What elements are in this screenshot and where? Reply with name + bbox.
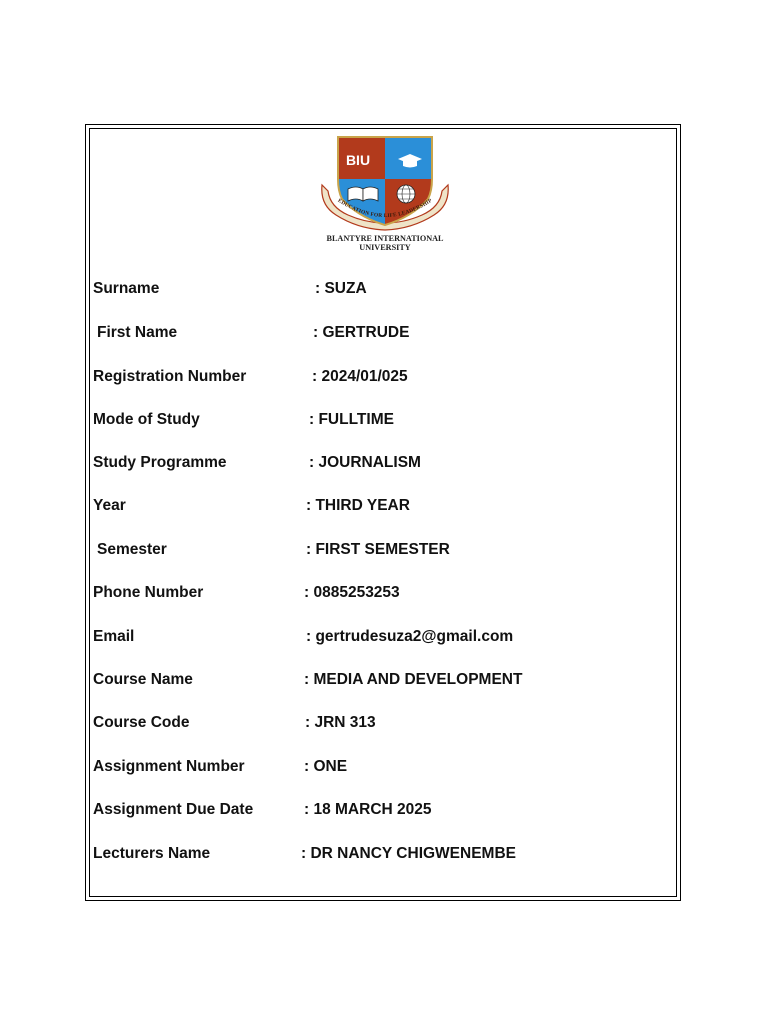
field-label: Assignment Due Date — [93, 801, 254, 818]
field-value: : JRN 313 — [305, 714, 376, 731]
field-value: : JOURNALISM — [309, 454, 421, 471]
field-label: Course Code — [93, 714, 190, 731]
field-label: Surname — [93, 280, 160, 297]
field-value: : 0885253253 — [304, 584, 400, 601]
field-value: : 18 MARCH 2025 — [304, 801, 432, 818]
field-label: Study Programme — [93, 454, 227, 471]
field-value: : ONE — [304, 758, 348, 775]
logo-name-line2: UNIVERSITY — [359, 243, 411, 252]
field-value: : 2024/01/025 — [312, 368, 408, 385]
field-value: : GERTRUDE — [313, 324, 410, 341]
field-value: : gertrudesuza2@gmail.com — [306, 628, 514, 645]
field-value: : FULLTIME — [309, 411, 394, 428]
field-value: : MEDIA AND DEVELOPMENT — [304, 671, 523, 688]
field-label: Registration Number — [93, 368, 247, 385]
logo-abbr: BIU — [345, 152, 371, 168]
field-value: : THIRD YEAR — [306, 497, 410, 514]
field-label: Mode of Study — [93, 411, 200, 428]
field-label: Course Name — [93, 671, 193, 688]
open-book-icon — [348, 187, 378, 201]
field-label: Lecturers Name — [93, 845, 211, 862]
globe-icon — [397, 185, 415, 203]
shield-icon — [338, 137, 432, 225]
field-value: : FIRST SEMESTER — [306, 541, 450, 558]
field-label: Email — [93, 628, 135, 645]
field-value: : SUZA — [315, 280, 367, 297]
field-label: Assignment Number — [93, 758, 245, 775]
field-label: Phone Number — [93, 584, 204, 601]
field-value: : DR NANCY CHIGWENEMBE — [301, 845, 516, 862]
field-label: Semester — [97, 541, 167, 558]
logo-name-line1: BLANTYRE INTERNATIONAL — [326, 234, 444, 243]
logo-motto: EDUCATION FOR LIFE LEADERSHIP — [336, 197, 434, 220]
field-label: Year — [93, 497, 126, 514]
field-label: First Name — [97, 324, 178, 341]
university-logo — [318, 133, 452, 253]
